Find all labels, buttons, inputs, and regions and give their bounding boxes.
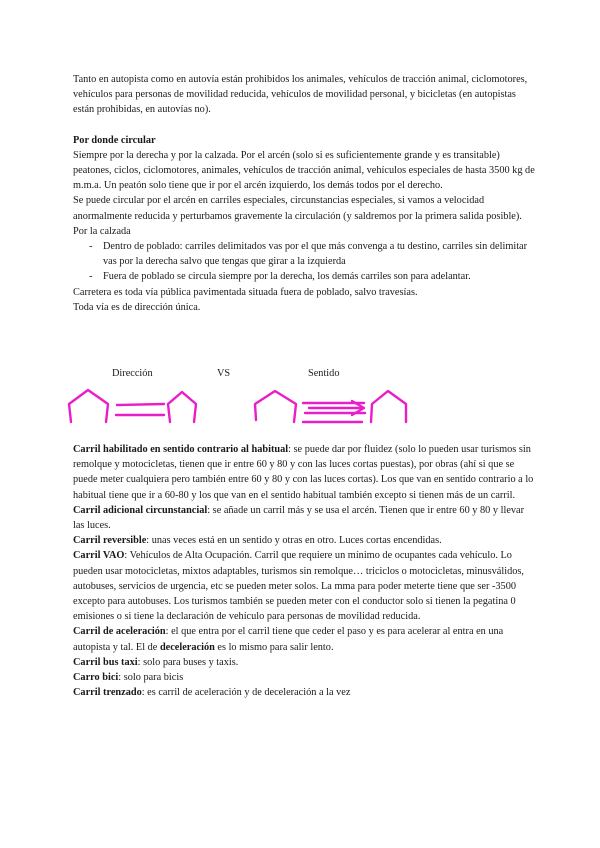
definition-paragraph: Carril VAO: Vehículos de Alta Ocupación. Carril que requiere un mínimo de ocupantes cada vehículo. Lo pueden usar motocicletas, mixtos adaptables, turismos sin remolque… triciclos o motocicletas, minusválidos, autobuses, servicios de urgencia, etc se pueden meter solos. La mma para poder meterte tiene que ser -3500 excepto para autobuses. Los turismos también se pueden meter con el conductor solo si tienen la pegatina 0 emisiones o si tiene la declaración de vehículo para personas de movilidad reducida. <box>73 550 524 623</box>
section-heading: Por donde circular <box>73 134 156 146</box>
section-paragraph-4: Carretera es toda vía pública pavimentada situada fuera de poblado, salvo travesías. <box>73 286 418 298</box>
definition-paragraph: Carril habilitado en sentido contrario al habitual: se puede dar por fluidez (solo lo pueden usar turismos sin remolque y motocicletas, tienen que ir entre 60 y 80 y con las luces cortas puestas), por obras (ahí si que se puede meter cualquiera pero también entre 60 y 80 y con las luces cortas). Los que van en sentido contrario a lo habitual tiene que ir a 60-80 y los que van en el sentido habitual también excepto si tienen más de un carril. <box>73 444 534 501</box>
section-paragraph-2: Se puede circular por el arcén en carriles especiales, circunstancias especiales, si vamos a velocidad anormalmente reducida y perturbamos gravemente la circulación (y saldremos por la primera salida posible). <box>73 195 522 222</box>
direction-vs-sense-diagram <box>0 362 600 432</box>
section-paragraph-3: Por la calzada <box>73 225 131 237</box>
top-text <box>73 72 535 315</box>
house-shape <box>69 390 108 422</box>
house-shape <box>168 392 196 422</box>
definitions-block <box>73 442 535 700</box>
section-paragraph-1: Siempre por la derecha y por la calzada. Por el arcén (solo si es suficientemente grande y es transitable) peatones, ciclos, ciclomotores, animales, vehículos de tracción animal, vehículos especiales de hasta 3500 kg de m.m.a. Un peatón solo tiene que ir por el arcén izquierdo, los demás todos por el derecho. <box>73 149 535 192</box>
definition-paragraph: Carril trenzado: es carril de aceleración y de deceleración a la vez <box>73 687 351 699</box>
house-shape <box>255 391 296 422</box>
bullet-list <box>73 239 535 285</box>
definition-paragraph: Carril de aceleración: el que entra por el carril tiene que ceder el paso y es para acelerar al entra en una autopista y tal. El de deceleración es lo mismo para salir lento. <box>73 626 504 653</box>
house-shape <box>371 391 406 422</box>
handwritten-sketch <box>0 362 600 432</box>
intro-paragraph: Tanto en autopista como en autovía están prohibidos los animales, vehículos de tracción animal, ciclomotores, vehículos para personas de movilidad reducida, vehículos de movilidad personal, y bicicletas (en autopistas están prohibidas, en autovías no). <box>73 74 528 116</box>
label-sentido: Sentido <box>308 368 340 379</box>
definition-term: Carril reversible <box>73 535 147 547</box>
definition-term: Carril VAO <box>73 550 125 562</box>
definition-paragraph: Carril adicional circunstancial: se añade un carril más y se usa el arcén. Tienen que ir entre 60 y 80 y llevar las luces. <box>73 504 525 532</box>
definition-term: Carril trenzado <box>73 687 142 699</box>
definition-paragraph: Carro bici: solo para bicis <box>73 672 184 684</box>
definition-term: Carril adicional circunstancial <box>73 504 208 516</box>
dash-bullet: - <box>89 241 93 253</box>
definition-term: Carril bus taxi <box>73 656 138 668</box>
definition-term: Carril de aceleración <box>73 626 166 638</box>
definition-term: Carro bici <box>73 672 119 684</box>
dash-bullet: - <box>89 271 93 283</box>
list-item: - Fuera de poblado se circula siempre por la derecha, los demás carriles son para adelantar. <box>73 269 535 284</box>
lane-line <box>117 404 164 405</box>
definition-paragraph: Carril bus taxi: solo para buses y taxis. <box>73 656 239 668</box>
section-paragraph-5: Toda vía es de dirección única. <box>73 301 201 313</box>
definition-paragraph: Carril reversible: unas veces está en un sentido y otras en otro. Luces cortas encendidas. <box>73 535 442 547</box>
label-vs: VS <box>217 368 231 379</box>
definition-term: Carril habilitado en sentido contrario al habitual <box>73 444 289 455</box>
list-item: - Dentro de poblado: carriles delimitados vas por el que más convenga a tu destino, carriles sin delimitar vas por la derecha salvo que tengas que girar a la izquierda <box>89 241 528 268</box>
label-direccion: Dirección <box>112 368 153 379</box>
definition-term: deceleración <box>159 641 215 653</box>
